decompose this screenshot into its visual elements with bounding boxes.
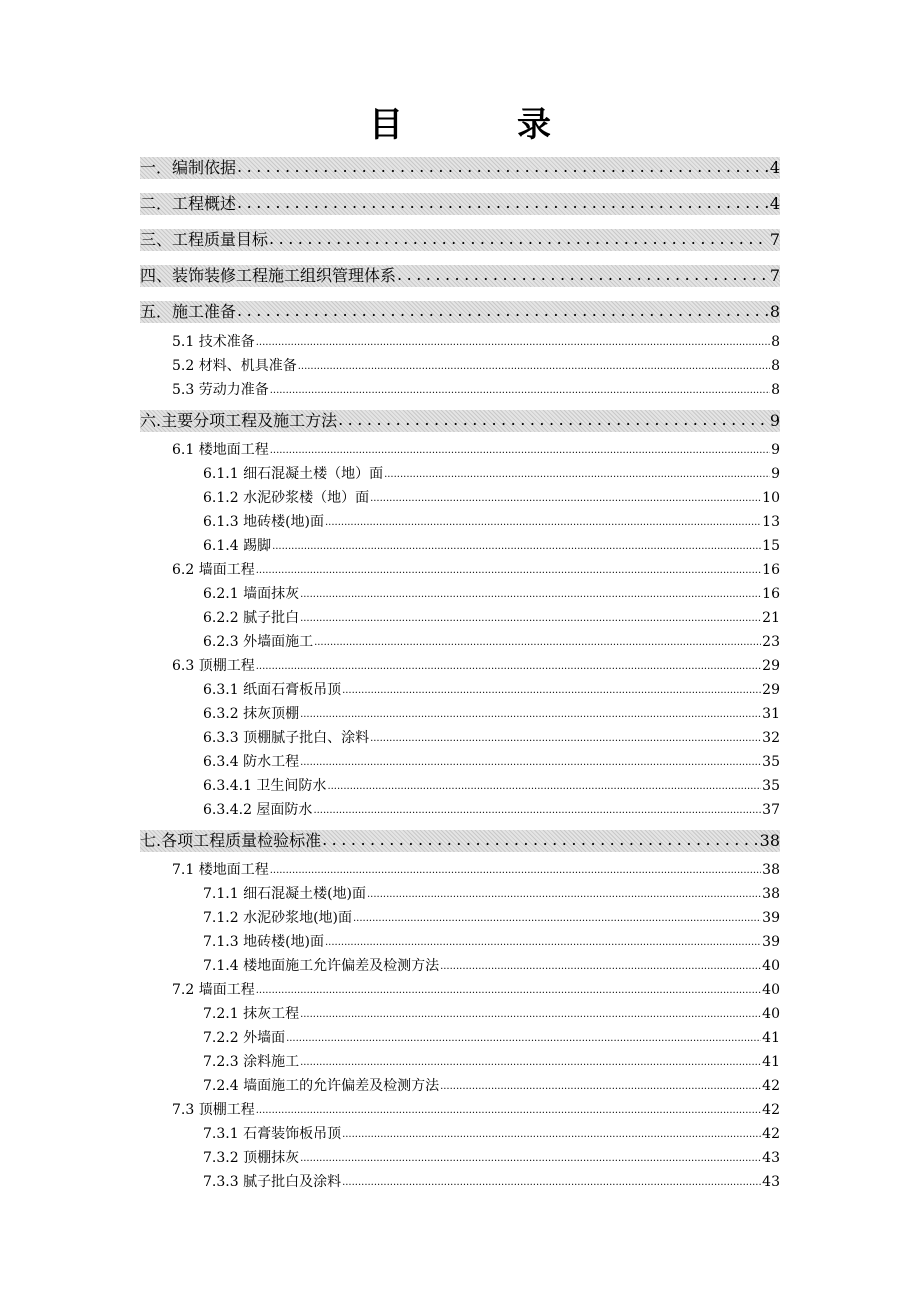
toc-entry-page-number: 42 [762,1126,780,1142]
toc-entry[interactable] [203,536,780,556]
toc-entry-page-number: 8 [771,334,780,350]
toc-entry-label: 7.3.2 顶棚抹灰 [203,1150,300,1166]
toc-entry[interactable] [140,265,780,287]
dot-leader [256,656,761,676]
toc-entry[interactable] [203,512,780,532]
toc-entry-page-number: 43 [762,1150,780,1166]
toc-entry[interactable] [172,380,780,400]
toc-entry-label: 六.主要分项工程及施工方法 [140,411,338,430]
toc-entry-label: 7.3 顶棚工程 [172,1102,255,1118]
toc-entry[interactable] [172,356,780,376]
toc-entry[interactable] [203,908,780,928]
toc-entry-label: 6.3.3 顶棚腻子批白、涂料 [203,730,370,746]
toc-entry-label: 五．施工准备 [140,302,237,321]
toc-entry-page-number: 32 [762,730,780,746]
toc-entry[interactable] [172,332,780,352]
dot-leader [353,908,761,928]
toc-entry-label: 四、装饰装修工程施工组织管理体系 [140,266,397,285]
toc-entry[interactable] [203,704,780,724]
toc-entry[interactable] [203,800,780,820]
dot-leader [314,632,761,652]
toc-entry[interactable] [172,656,780,676]
dot-leader [270,440,770,460]
toc-entry-label: 7.2 墙面工程 [172,982,255,998]
toc-entry-label: 6.1.1 细石混凝土楼（地）面 [203,466,384,482]
toc-entry-page-number: 9 [769,411,780,430]
toc-entry-page-number: 8 [771,382,780,398]
dot-leader [440,1076,761,1096]
toc-entry-label: 5.3 劳动力准备 [172,382,269,398]
dot-leader [342,1172,761,1192]
toc-entry-page-number: 40 [762,958,780,974]
dot-leader [370,488,761,508]
toc-entry-label: 三、工程质量目标 [140,230,269,249]
toc-entry-label: 二．工程概述 [140,194,237,213]
toc-entry[interactable] [203,956,780,976]
dot-leader [367,884,761,904]
toc-entry[interactable] [203,884,780,904]
dot-leader [270,860,761,880]
toc-entry-page-number: 9 [771,466,780,482]
toc-entry[interactable] [140,830,780,852]
dot-leader [270,380,770,400]
toc-entry[interactable] [203,632,780,652]
dot-leader [286,1028,761,1048]
toc-entry-page-number: 31 [762,706,780,722]
toc-entry-label: 6.2 墙面工程 [172,562,255,578]
dot-leader [338,410,769,432]
toc-entry-page-number: 39 [762,934,780,950]
toc-entry[interactable] [203,584,780,604]
toc-entry[interactable] [203,728,780,748]
toc-entry[interactable] [172,860,780,880]
dot-leader [300,752,761,772]
dot-leader [440,956,761,976]
toc-entry-label: 6.1.2 水泥砂浆楼（地）面 [203,490,370,506]
toc-entry[interactable] [203,1172,780,1192]
toc-entry-label: 6.3 顶棚工程 [172,658,255,674]
toc-entry-page-number: 37 [762,802,780,818]
dot-leader [298,356,770,376]
toc-entry-page-number: 21 [762,610,780,626]
toc-entry[interactable] [203,608,780,628]
toc-entry-page-number: 29 [762,682,780,698]
toc-entry-page-number: 7 [769,230,780,249]
dot-leader [269,229,769,251]
toc-entry-page-number: 38 [759,831,780,850]
toc-entry-label: 6.1.3 地砖楼(地)面 [203,514,324,530]
toc-entry[interactable] [172,980,780,1000]
toc-entry[interactable] [203,752,780,772]
toc-entry-page-number: 29 [762,658,780,674]
toc-entry-page-number: 41 [762,1054,780,1070]
dot-leader [272,536,761,556]
toc-entry-label: 7.2.4 墙面施工的允许偏差及检测方法 [203,1078,440,1094]
toc-entry-label: 6.1 楼地面工程 [172,442,269,458]
dot-leader [256,560,761,580]
toc-entry-label: 5.1 技术准备 [172,334,255,350]
toc-entry-label: 6.3.4 防水工程 [203,754,300,770]
dot-leader [325,932,761,952]
toc-entry-label: 7.1.3 地砖楼(地)面 [203,934,324,950]
dot-leader [300,608,761,628]
toc-entry-page-number: 42 [762,1102,780,1118]
toc-entry-label: 7.1.2 水泥砂浆地(地)面 [203,910,352,926]
toc-entry[interactable] [203,1124,780,1144]
dot-leader [300,1004,761,1024]
toc-entry-page-number: 4 [769,194,780,213]
toc-entry-page-number: 23 [762,634,780,650]
dot-leader [322,830,759,852]
toc-entry-label: 7.3.3 腻子批白及涂料 [203,1174,342,1190]
toc-entry[interactable] [203,1076,780,1096]
toc-entry-page-number: 8 [771,358,780,374]
dot-leader [384,464,770,484]
toc-entry[interactable] [203,680,780,700]
page-title: 目 录 [369,105,591,145]
toc-entry-label: 6.3.4.2 屋面防水 [203,802,313,818]
toc-entry-label: 5.2 材料、机具准备 [172,358,297,374]
toc-entry[interactable] [203,1028,780,1048]
dot-leader [237,301,769,323]
toc-entry-label: 7.2.2 外墙面 [203,1030,286,1046]
dot-leader [370,728,761,748]
toc-entry-page-number: 39 [762,910,780,926]
toc-entry[interactable] [140,301,780,323]
toc-entry[interactable] [172,560,780,580]
toc-entry-page-number: 40 [762,1006,780,1022]
toc-entry[interactable] [203,776,780,796]
toc-entry[interactable] [140,410,780,432]
toc-entry-label: 一．编制依据 [140,158,237,177]
toc-entry-label: 6.2.3 外墙面施工 [203,634,314,650]
toc-entry-page-number: 13 [762,514,780,530]
toc-entry-page-number: 15 [762,538,780,554]
toc-entry-label: 7.1.1 细石混凝土楼(地)面 [203,886,366,902]
toc-entry-label: 7.1.4 楼地面施工允许偏差及检测方法 [203,958,440,974]
dot-leader [300,1052,761,1072]
toc-entry-page-number: 4 [769,158,780,177]
dot-leader [256,332,770,352]
dot-leader [300,1148,761,1168]
toc-entry-page-number: 40 [762,982,780,998]
dot-leader [327,776,761,796]
dot-leader [237,157,769,179]
toc-entry-label: 7.3.1 石膏装饰板吊顶 [203,1126,342,1142]
dot-leader [342,680,761,700]
toc-entry-page-number: 38 [762,862,780,878]
toc-entry[interactable] [203,488,780,508]
toc-entry[interactable] [203,464,780,484]
toc-entry-page-number: 10 [762,490,780,506]
dot-leader [256,1100,761,1120]
toc-entry-page-number: 9 [771,442,780,458]
toc-entry[interactable] [203,1052,780,1072]
toc-entry-page-number: 41 [762,1030,780,1046]
toc-entry[interactable] [140,193,780,215]
dot-leader [313,800,761,820]
toc-entry-label: 7.1 楼地面工程 [172,862,269,878]
toc-entry-page-number: 8 [769,302,780,321]
toc-entry-page-number: 35 [762,778,780,794]
toc-entry-page-number: 43 [762,1174,780,1190]
dot-leader [256,980,761,1000]
toc-entry-page-number: 38 [762,886,780,902]
toc-entry-label: 7.2.3 涂料施工 [203,1054,300,1070]
toc-entry-page-number: 7 [769,266,780,285]
toc-entry-label: 7.2.1 抹灰工程 [203,1006,300,1022]
toc-entry[interactable] [203,1148,780,1168]
toc-entry-page-number: 16 [762,586,780,602]
dot-leader [397,265,769,287]
toc-entry-page-number: 35 [762,754,780,770]
toc-entry-label: 6.3.1 纸面石膏板吊顶 [203,682,342,698]
toc-entry-label: 七.各项工程质量检验标准 [140,831,322,850]
dot-leader [325,512,761,532]
toc-entry[interactable] [140,229,780,251]
toc-entry-label: 6.3.4.1 卫生间防水 [203,778,327,794]
toc-entry[interactable] [172,440,780,460]
toc-entry-label: 6.1.4 踢脚 [203,538,272,554]
toc-entry-page-number: 16 [762,562,780,578]
toc-entry-page-number: 42 [762,1078,780,1094]
dot-leader [342,1124,761,1144]
toc-entry-label: 6.2.1 墙面抹灰 [203,586,300,602]
dot-leader [300,704,761,724]
toc-entry[interactable] [172,1100,780,1120]
toc-entry-label: 6.3.2 抹灰顶棚 [203,706,300,722]
toc-entry[interactable] [203,932,780,952]
toc-entry-label: 6.2.2 腻子批白 [203,610,300,626]
dot-leader [300,584,761,604]
dot-leader [237,193,769,215]
toc-entry[interactable] [203,1004,780,1024]
toc-entry[interactable] [140,157,780,179]
